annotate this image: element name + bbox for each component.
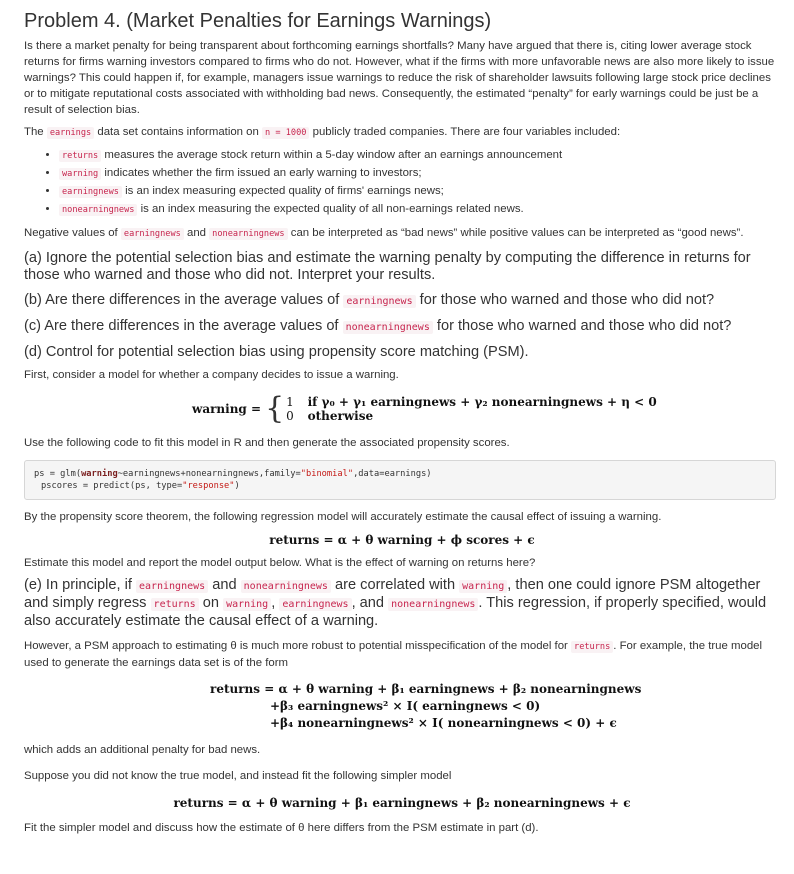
adds-penalty-text: which adds an additional penalty for bad news. [24, 744, 261, 756]
suppose-text: Suppose you did not know the true model, and instead fit the following simpler model [24, 770, 452, 782]
part-d: (d) Control for potential selection bias using propensity score matching (PSM). [24, 344, 529, 360]
dataset-name-code: earnings [47, 127, 94, 139]
psm-equation: returns = α + θ warning + ϕ scores + ϵ [269, 533, 535, 547]
part-c: (c) Are there differences in the average values of nonearningnews for those who warned and those who did not? [24, 318, 732, 334]
simple-model-equation: returns = α + θ warning + β₁ earningnews + β₂ nonearningnews + ϵ [173, 796, 631, 810]
part-a: (a) Ignore the potential selection bias and estimate the warning penalty by computing the difference in returns for those who warned and those who did not. Interpret your results. [24, 250, 751, 283]
by-theorem-text: By the propensity score theorem, the following regression model will accurately estimate the causal effect of issuing a warning. [24, 511, 662, 523]
warning-equation: warning = { 1 if γ₀ + γ₁ earningnews + γ₂ nonearningnews + η < 0 0 otherwise [192, 391, 657, 426]
list-item: • warning indicates whether the firm issued an early warning to investors; [59, 165, 780, 183]
fit-simpler-text: Fit the simpler model and discuss how the estimate of θ here differs from the PSM estimate in part (d). [24, 822, 539, 834]
part-b: (b) Are there differences in the average values of earningnews for those who warned and those who did not? [24, 292, 715, 308]
intro-paragraph: Is there a market penalty for being transparent about forthcoming earnings shortfalls? Many have argued that there is, citing lower average stock returns for firms warning investors compared to firms who do not. However, what if the firms with more unfavorable news are also more likely to issue warnings? This could happen if, for example, managers issue warnings to reduce the risk of shareholder lawsuits following large stock price declines or to mitigate reputational costs associated with withholding bad news. Consequently, the estimated “penalty” for early warnings could be just be a result of selection bias. [24, 40, 775, 116]
estimate-model-text: Estimate this model and report the model output below. What is the effect of warning on returns here? [24, 557, 536, 569]
list-item: • returns measures the average stock return within a 5-day window after an earnings announcement [59, 147, 780, 165]
list-item: • earningnews is an index measuring expected quality of firms' earnings news; [59, 183, 780, 201]
problem-title: Problem 4. (Market Penalties for Earnings Warnings) [24, 10, 492, 32]
sample-size-code: n = 1000 [262, 127, 309, 139]
part-e: (e) In principle, if earningnews and nonearningnews are correlated with warning , then one could ignore PSM altogether and simply regress returns on warning , earningnews , and nonearningnews . This regression, if properly specified, would also accurately estimate the causal effect of a warning. [24, 577, 767, 629]
list-item: • nonearningnews is an index measuring the expected quality of all non-earnings related news. [59, 201, 780, 219]
negative-values-note: Negative values of earningnews and nonearningnews can be interpreted as “bad news” while positive values can be interpreted as “good news”. [24, 227, 744, 239]
variable-list [24, 147, 780, 219]
r-code-block [24, 460, 776, 500]
however-text: However, a PSM approach to estimating θ is much more robust to potential misspecification of the model for returns . For example, the true model used to generate the earnings data set is of the form [24, 640, 763, 669]
dataset-paragraph: The earnings data set contains information on n = 1000 publicly traded companies. There are four variables included: [24, 126, 621, 138]
left-brace: { [265, 391, 285, 426]
true-model-equation: returns = α + θ warning + β₁ earningnews + β₂ nonearningnews +β₃ earningnews² × I( earningnews < 0) +β₄ nonearningnews² × I( nonearningnews < 0) + ϵ [210, 682, 642, 730]
code-line: pscores = predict(ps, type="response") [41, 481, 240, 491]
first-consider: First, consider a model for whether a company decides to issue a warning. [24, 369, 399, 381]
use-code-text: Use the following code to fit this model in R and then generate the associated propensity scores. [24, 437, 510, 449]
code-line: ps = glm(warning~earningnews+nonearningnews,family="binomial",data=earnings) [34, 469, 432, 479]
